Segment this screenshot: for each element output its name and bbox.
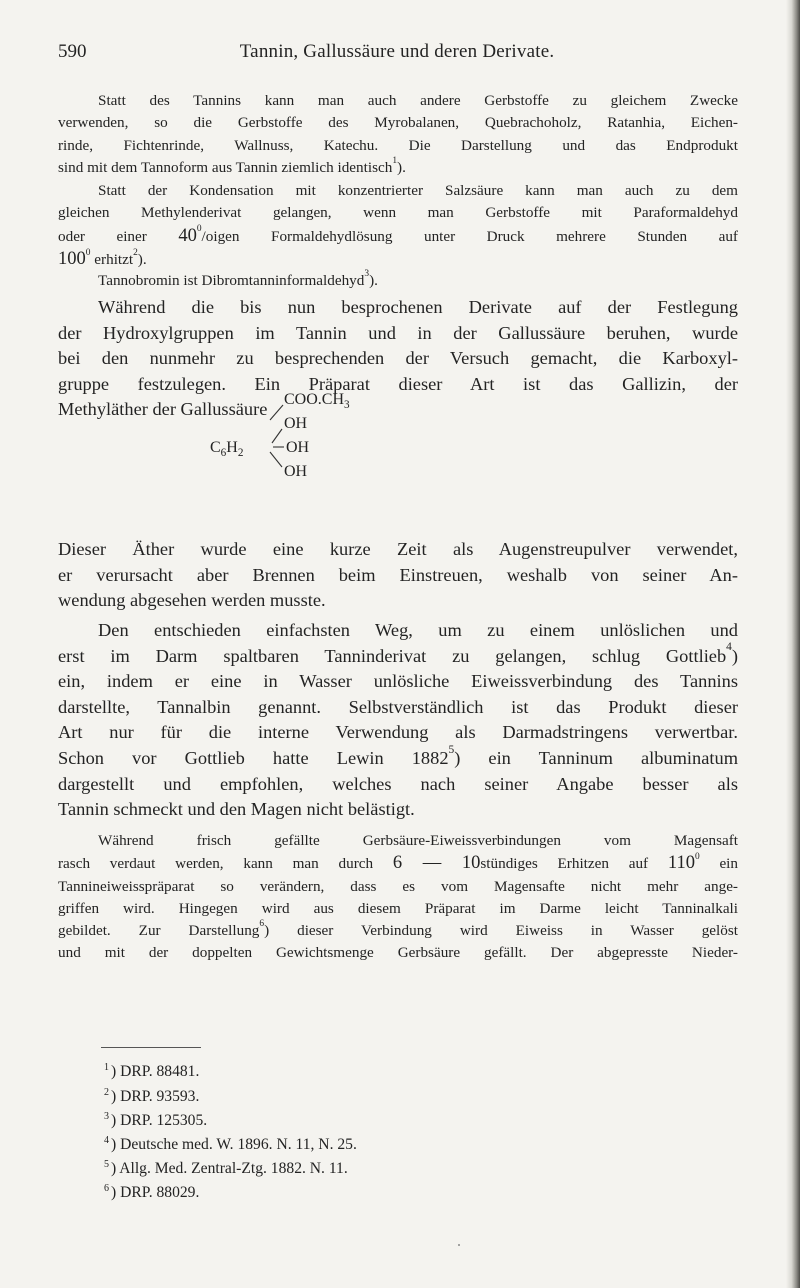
text-line [58,225,738,248]
paragraph-aether [58,537,738,614]
formula-group: OH [284,463,308,480]
footnote-mark: 5 [104,1159,109,1170]
text-fragment: erst im Darm spaltbaren Tanninderivat zu gelangen, schlug Gottlieb [58,645,727,666]
chemical-formula [210,383,480,543]
footnote-text: ) Allg. Med. Zentral-Ztg. 1882. N. 11. [111,1160,348,1177]
text-line: Den entschieden einfachsten Weg, um zu einem unlöslichen und [98,620,738,640]
text-fragment: ein [699,855,738,873]
text-fragment: /oigen Formaldehydlösung unter Druck mehrere Stunden auf [201,227,738,245]
footnote-mark: 4 [104,1135,109,1146]
formula-bonds [220,383,480,543]
footnote-mark: 3 [104,1111,109,1122]
text-fragment: oder einer [58,227,179,245]
text-line: der Hydroxylgruppen im Tannin und in der Gallussäure beruhen, wurde [58,322,738,343]
text-fragment: sind mit dem Tannoform aus Tannin ziemlich identisch [58,158,393,176]
text-line: gruppe festzulegen. Ein Präparat dieser Art ist das Gallizin, der [58,373,738,394]
hours-range: 6 — 10 [392,852,481,874]
text-line: Tannineiweisspräparat so verändern, dass es vom Magensafte nicht mehr ange- [58,877,738,895]
percent-sup: 0 [196,224,202,235]
text-fragment: ) ein Tanninum albuminatum [454,747,738,768]
text-line: Dieser Äther wurde eine kurze Zeit als Augenstreupulver verwendet, [58,539,738,559]
footnote-text: ) DRP. 125305. [111,1112,208,1129]
bond-line [272,429,282,443]
footnote-divider [101,1047,201,1048]
footnote-text: ) DRP. 88029. [111,1184,200,1201]
footnote [104,1110,207,1135]
text-line: wendung abgesehen werden musste. [58,590,326,611]
footnote-text: ) DRP. 93593. [111,1088,200,1105]
text-fragment: ) dieser Verbindung wird Eiweiss in Wasser gelöst [264,922,738,940]
footnote [104,1061,199,1086]
footnote-ref-5[interactable]: 5 [448,743,455,756]
text-line: Tannin schmeckt und den Magen nicht belästigt. [58,799,415,820]
formula-group: $COO.CH_3$ [284,391,350,412]
text-line: griffen wird. Hingegen wird aus diesem Präparat im Darme leicht Tanninalkali [58,899,738,917]
footnote [104,1158,348,1183]
text-fragment: ). [137,250,147,268]
page-header [58,41,748,67]
text-line: rinde, Fichtenrinde, Wallnuss, Katechu. Die Darstellung und das Endprodukt [58,136,738,154]
text-fragment: gebildet. Zur Darstellung [58,922,260,940]
paragraph-magensaft [58,830,738,965]
footnote-mark: 2 [104,1087,109,1098]
degree-sign: 0 [694,851,700,862]
text-line [58,641,738,670]
text-line: Art nur für die interne Verwendung als Darmadstringens verwertbar. [58,722,738,743]
footnote [104,1134,357,1159]
text-line: Statt der Kondensation mit konzentrierter Salzsäure kann man auch zu dem [98,182,738,199]
text-fragment: rasch verdaut werden, kann man durch [58,855,393,873]
text-fragment: ) [731,645,738,666]
text-line [58,743,738,772]
text-line: verwenden, so die Gerbstoffe des Myrobalanen, Quebrachoholz, Ratanhia, Eichen- [58,114,738,132]
footnote-text: ) DRP. 88481. [111,1063,200,1080]
text-line [58,157,738,179]
footnote [104,1086,199,1111]
formula-group: OH [286,439,310,456]
text-line [58,920,738,942]
text-fragment: ). [397,158,406,176]
paragraph-kondensation [58,180,738,271]
text-line: darstellte, Tannalbin genannt. Selbstverständlich ist das Produkt dieser [58,696,738,717]
footnote-ref-3[interactable]: 3 [364,268,370,279]
text-fragment: erhitzt [90,250,134,268]
page-number: 590 [58,41,87,62]
text-line [58,270,738,292]
text-line [58,248,738,271]
paragraph-tannobromin [58,270,738,292]
percent-value: 40 [178,224,197,246]
text-line: gleichen Methylenderivat gelangen, wenn man Gerbstoffe mit Paraformaldehyd [58,204,738,222]
page-edge-shadow [786,0,800,1288]
text-line: er verursacht aber Brennen beim Einstreuen, weshalb von seiner An- [58,564,738,585]
text-line: ein, indem er eine in Wasser unlösliche Eiweissverbindung des Tannins [58,671,738,692]
text-fragment: stündiges Erhitzen auf [480,855,668,873]
footnote-ref-1[interactable]: 1 [392,155,398,166]
formula-group: OH [284,415,308,432]
text-line: und mit der doppelten Gewichtsmenge Gerbsäure gefällt. Der abgepresste Nieder- [58,944,738,962]
footnote-ref-6[interactable]: 6 [259,918,265,929]
text-line: Methyläther der Gallussäure [58,399,268,420]
paragraph-gerbstoffe [58,90,738,179]
text-line [58,852,738,875]
footnote-mark: 6 [104,1183,109,1194]
footnote-text: ) Deutsche med. W. 1896. N. 11, N. 25. [111,1136,357,1153]
formula-core: $C_6H_2$ [210,439,244,460]
text-line: dargestellt und empfohlen, welches nach seiner Angabe besser als [58,773,738,794]
footnote [104,1182,199,1207]
text-fragment: Tannobromin ist Dibromtanninformaldehyd [98,272,365,289]
bond-line [270,405,283,420]
text-line: bei den nunmehr zu besprechenden der Versuch gemacht, die Karboxyl- [58,348,738,369]
paragraph-tannalbin [58,618,738,823]
text-line: Statt des Tannins kann man auch andere Gerbstoffe zu gleichem Zwecke [98,92,738,109]
footnote-ref-2[interactable]: 2 [133,247,138,258]
footnote-mark: 1 [104,1062,109,1073]
text-fragment: Schon vor Gottlieb hatte Lewin 1882 [58,747,449,768]
temperature-value: 100 [58,247,86,269]
running-title: Tannin, Gallussäure und deren Derivate. [239,41,555,62]
text-line: Während frisch gefällte Gerbsäure-Eiweissverbindungen vom Magensaft [98,832,738,849]
temperature-value: 110 [667,852,695,874]
print-speck [458,1244,460,1246]
footnote-ref-4[interactable]: 4 [726,641,732,654]
bond-line [270,452,282,467]
text-fragment: ). [369,272,378,289]
text-line: Während die bis nun besprochenen Derivate auf der Festlegung [98,297,738,317]
degree-sign: 0 [85,247,91,258]
